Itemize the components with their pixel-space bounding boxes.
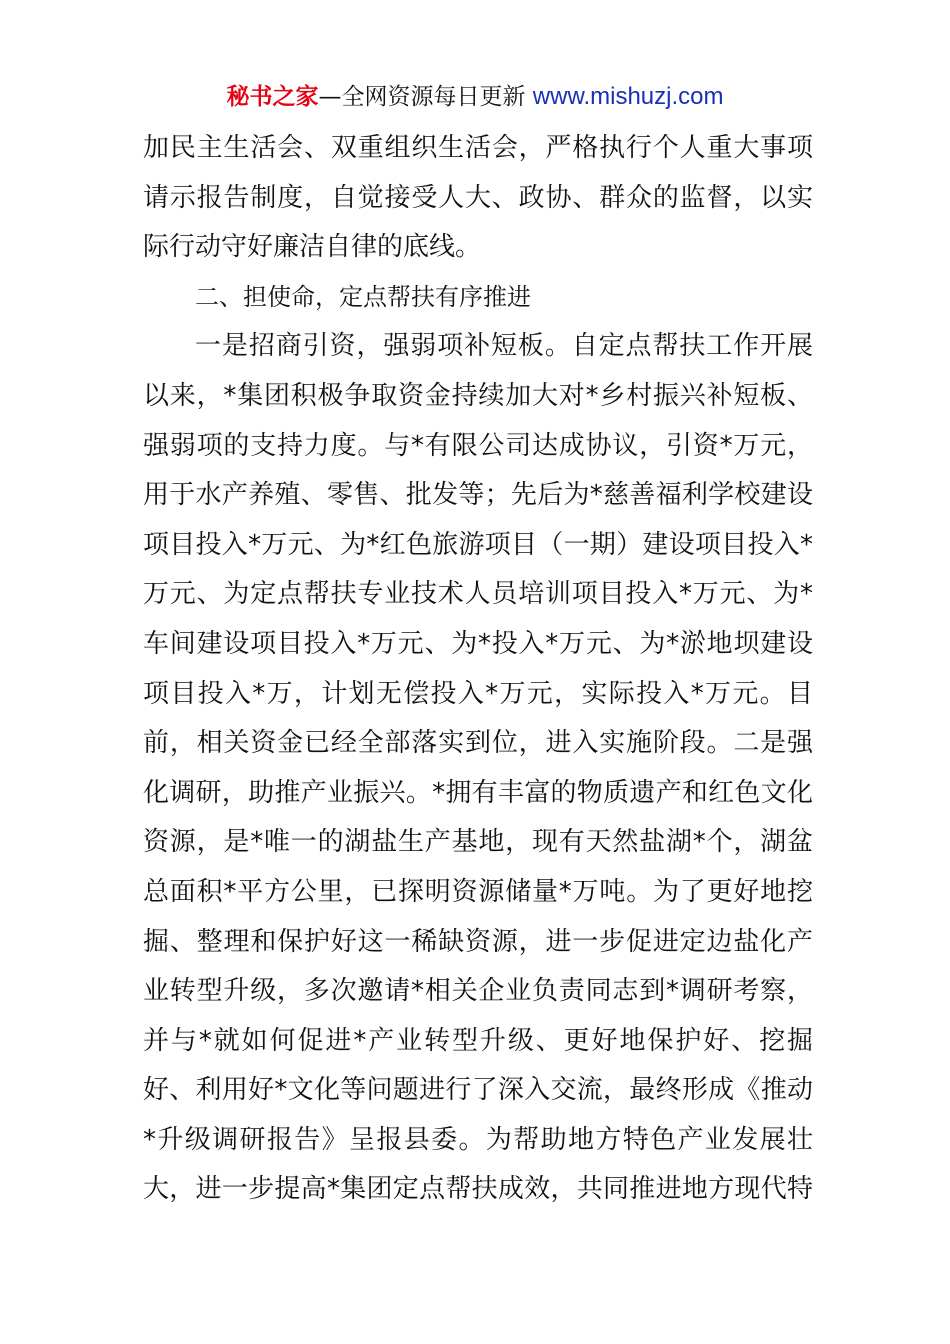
text-line: 际行动守好廉洁自律的底线。 bbox=[143, 232, 482, 263]
section-heading: 二、担使命，定点帮扶有序推进 bbox=[195, 282, 531, 311]
document-body bbox=[143, 124, 813, 1215]
brand-name: 秘书之家 bbox=[226, 84, 319, 110]
text-line: 项目投入*万元、为*红色旅游项目（一期）建设项目投入* bbox=[143, 529, 813, 560]
site-header bbox=[0, 80, 950, 114]
text-line: 请示报告制度，自觉接受人大、政协、群众的监督，以实 bbox=[143, 182, 813, 213]
site-url[interactable]: www.mishuzj.com bbox=[532, 83, 724, 110]
text-line: 万元、为定点帮扶专业技术人员培训项目投入*万元、为* bbox=[143, 579, 813, 610]
text-line: *升级调研报告》呈报县委。为帮助地方特色产业发展壮 bbox=[143, 1124, 813, 1155]
text-line: 掘、整理和保护好这一稀缺资源，进一步促进定边盐化产 bbox=[143, 926, 813, 957]
header-tagline: —全网资源每日更新 bbox=[318, 84, 533, 110]
text-line: 好、利用好*文化等问题进行了深入交流，最终形成《推动 bbox=[143, 1075, 813, 1106]
text-line: 一是招商引资，强弱项补短板。自定点帮扶工作开展 bbox=[195, 331, 813, 362]
text-line: 用于水产养殖、零售、批发等；先后为*慈善福利学校建设 bbox=[143, 480, 813, 511]
text-line: 资源，是*唯一的湖盐生产基地，现有天然盐湖*个，湖盆 bbox=[143, 827, 813, 858]
text-line: 化调研，助推产业振兴。*拥有丰富的物质遗产和红色文化 bbox=[143, 777, 813, 808]
text-line: 加民主生活会、双重组织生活会，严格执行个人重大事项 bbox=[143, 133, 813, 163]
text-line: 强弱项的支持力度。与*有限公司达成协议，引资*万元， bbox=[143, 430, 813, 461]
text-line: 业转型升级，多次邀请*相关企业负责同志到*调研考察， bbox=[143, 976, 813, 1007]
text-line: 大，进一步提高*集团定点帮扶成效，共同推进地方现代特 bbox=[143, 1174, 813, 1205]
text-line: 总面积*平方公里，已探明资源储量*万吨。为了更好地挖 bbox=[143, 876, 813, 907]
text-line: 车间建设项目投入*万元、为*投入*万元、为*淤地坝建设 bbox=[143, 628, 813, 659]
text-line: 以来，*集团积极争取资金持续加大对*乡村振兴补短板、 bbox=[143, 380, 813, 411]
text-line: 前，相关资金已经全部落实到位，进入实施阶段。二是强 bbox=[143, 728, 813, 759]
text-line: 并与*就如何促进*产业转型升级、更好地保护好、挖掘 bbox=[143, 1025, 813, 1056]
text-line: 项目投入*万，计划无偿投入*万元，实际投入*万元。目 bbox=[143, 678, 813, 709]
